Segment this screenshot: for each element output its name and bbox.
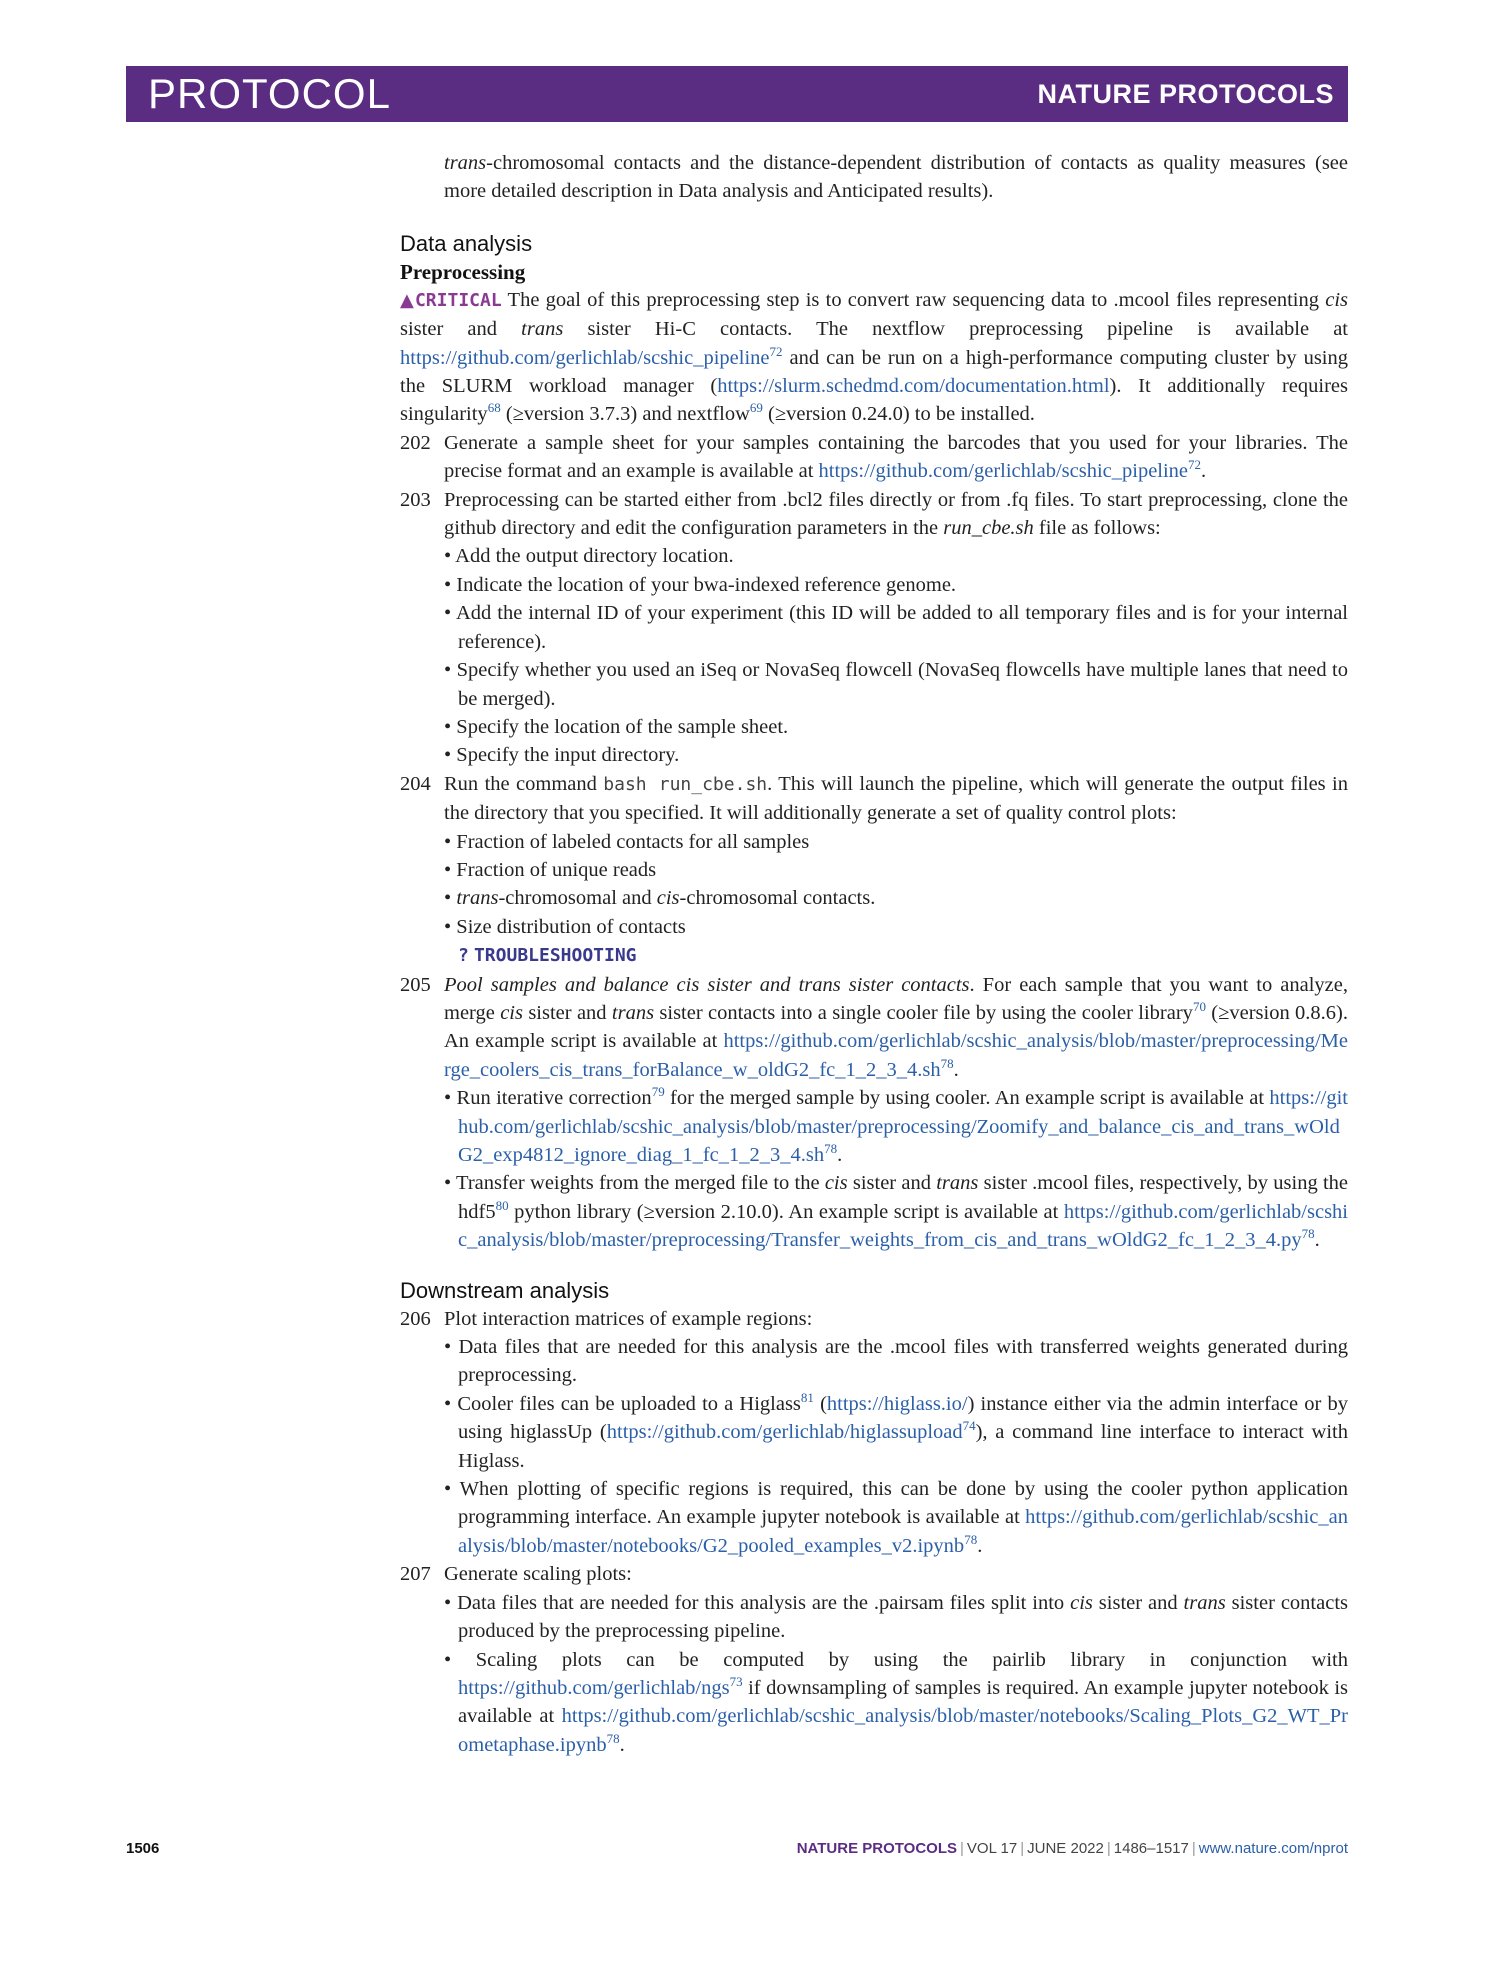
step-205	[400, 971, 1348, 1255]
link-transfer-weights[interactable]: https://github.com/gerlichlab/scshic_analysis/blob/master/preprocessing/Transfer_weights_from_cis_and_trans_wOldG2_fc_1_2_3_4.py	[458, 1200, 1348, 1252]
list-item: • Specify whether you used an iSeq or NovaSeq flowcell (NovaSeq flowcells have multiple lanes that need to be merged).	[444, 659, 1348, 710]
text: ) instance either via the admin interface or by using higlassUp (	[458, 1392, 1348, 1444]
text: (≥version 0.8.6). An example script is available at	[444, 1001, 1349, 1053]
step-number: 202	[400, 431, 431, 454]
text: if downsampling of samples is required. An example jupyter notebook is available at	[458, 1676, 1348, 1728]
text: .	[837, 1144, 843, 1166]
list-item	[444, 884, 1348, 912]
link-slurm[interactable]: https://slurm.schedmd.com/documentation.html	[717, 375, 1110, 398]
step-number: 207	[400, 1563, 431, 1586]
footer-url[interactable]: www.nature.com/nprot	[1198, 1840, 1348, 1857]
text: . For each sample that you want to analyze, merge	[444, 973, 1348, 1024]
text: • Run iterative correction	[444, 1087, 652, 1110]
ref-72[interactable]: 72	[769, 343, 783, 359]
troubleshooting-text: TROUBLESHOOTING	[473, 945, 637, 967]
text: .	[1201, 460, 1207, 483]
list-item	[444, 1646, 1348, 1760]
critical-paragraph	[400, 286, 1348, 429]
intro-text: -chromosomal contacts and the distance-dependent distribution of contacts as quality measures (see more detailed description in Data analysis and Anticipated results).	[444, 152, 1348, 203]
text: sister .mcool files, respectively, by using the hdf5	[458, 1172, 1348, 1223]
text: Generate a sample sheet for your samples containing the barcodes that you used for your libraries. The precise format and an example is available at	[444, 431, 1348, 483]
text: trans	[611, 1001, 655, 1024]
heading-preprocessing: Preprocessing	[400, 259, 526, 284]
step-206	[400, 1305, 1348, 1561]
text: sister Hi-C contacts. The nextflow preprocessing pipeline is available at	[563, 318, 1348, 341]
text: (≥version 0.24.0) to be installed.	[762, 403, 1035, 426]
footer-journal: NATURE PROTOCOLS	[796, 1840, 958, 1857]
ref-70[interactable]: 70	[1192, 998, 1206, 1014]
text: ). It additionally requires singularity	[400, 375, 1348, 426]
text: .	[619, 1733, 625, 1756]
text: trans	[521, 318, 564, 341]
text: and can be run on a high-performance computing cluster by using the SLURM workload manager (	[400, 346, 1348, 398]
text: • Transfer weights from the merged file to the	[444, 1172, 825, 1195]
text: (≥version 3.7.3) and nextflow	[500, 403, 750, 426]
link-scshic-pipeline[interactable]: https://github.com/gerlichlab/scshic_pipeline	[818, 460, 1189, 483]
divider: |	[1020, 1840, 1025, 1857]
step-203	[400, 486, 1348, 770]
critical-badge	[400, 290, 502, 311]
text: python library (≥version 2.10.0). An example script is available at	[508, 1200, 1064, 1223]
list-item: • Data files that are needed for this analysis are the .mcool files with transferred weights generated during preprocessing.	[444, 1336, 1348, 1387]
link-g2-pooled-examples[interactable]: https://github.com/gerlichlab/scshic_analysis/blob/master/notebooks/G2_pooled_examples_v2.ipynb	[458, 1506, 1348, 1557]
text: sister and	[1092, 1591, 1184, 1614]
text: sister and	[847, 1172, 937, 1195]
ref-78[interactable]: 78	[606, 1730, 620, 1746]
text: • Scaling plots can be computed by using the pairlib library in conjunction with	[444, 1648, 1348, 1671]
text: ), a command line interface to interact with Higlass.	[458, 1421, 1349, 1472]
list-item	[444, 1390, 1348, 1475]
list-item	[444, 1169, 1348, 1254]
heading-downstream-analysis: Downstream analysis	[400, 1277, 610, 1303]
step-body	[444, 1560, 1348, 1759]
step-text	[444, 486, 1348, 543]
text: cis	[824, 1172, 848, 1195]
link-higlassupload[interactable]: https://github.com/gerlichlab/higlassupload	[606, 1421, 963, 1444]
step-body	[444, 429, 1348, 486]
text: The goal of this preprocessing step is to convert raw sequencing data to .mcool files representing	[501, 288, 1326, 311]
ref-79[interactable]: 79	[651, 1084, 665, 1100]
ref-69[interactable]: 69	[749, 400, 763, 416]
text: cis	[500, 1001, 523, 1024]
text: sister and	[400, 318, 522, 341]
ref-74[interactable]: 74	[962, 1418, 976, 1434]
link-gerlichlab-ngs[interactable]: https://github.com/gerlichlab/ngs	[458, 1676, 730, 1699]
step-text: Generate scaling plots:	[444, 1563, 632, 1586]
step-207	[400, 1560, 1348, 1759]
list-item: • Specify the location of the sample sheet.	[444, 715, 789, 738]
text: trans	[936, 1172, 979, 1195]
ref-78[interactable]: 78	[964, 1531, 978, 1547]
heading-data-analysis: Data analysis	[400, 230, 533, 256]
header-bar	[126, 66, 1348, 122]
link-merge-coolers[interactable]: https://github.com/gerlichlab/scshic_analysis/blob/master/preprocessing/Merge_coolers_cis_trans_forBalance_w_oldG2_fc_1_2_3_4.sh	[444, 1030, 1348, 1081]
ref-78[interactable]: 78	[1301, 1226, 1315, 1242]
text: • Cooler files can be uploaded to a Higlass	[444, 1392, 801, 1415]
text: cis	[1070, 1591, 1093, 1614]
link-zoomify-balance[interactable]: https://github.com/gerlichlab/scshic_analysis/blob/master/preprocessing/Zoomify_and_balance_cis_and_trans_wOldG2_exp4812_ignore_diag_1_fc_1_2_3_4.sh	[458, 1087, 1348, 1166]
section-label: PROTOCOL	[148, 70, 391, 117]
intro-italic: trans	[444, 152, 487, 174]
ref-72[interactable]: 72	[1188, 457, 1202, 473]
page-number: 1506	[126, 1840, 160, 1857]
divider: |	[960, 1840, 964, 1857]
text: sister contacts into a single cooler file by using the cooler library	[654, 1001, 1193, 1024]
text: for the merged sample by using cooler. An example script is available at	[664, 1087, 1270, 1110]
step-text	[444, 971, 1348, 1085]
text: .	[1314, 1229, 1320, 1252]
list-item: • Add the internal ID of your experiment (this ID will be added to all temporary files and is for your internal reference).	[444, 602, 1348, 653]
text: sister and	[522, 1001, 612, 1024]
ref-73[interactable]: 73	[729, 1673, 743, 1689]
step-number: 204	[400, 772, 431, 795]
step-body	[444, 1305, 1348, 1561]
text: .	[953, 1058, 959, 1081]
list-item: • Specify the input directory.	[444, 744, 680, 767]
text: . This will launch the pipeline, which will generate the output files in the directory that you specified. It will additionally generate a set of quality control plots:	[444, 772, 1348, 825]
text: -chromosomal and	[498, 887, 657, 910]
text: cis	[1325, 288, 1348, 311]
article-body	[400, 149, 1348, 1759]
ref-68[interactable]: 68	[487, 400, 501, 416]
critical-label: CRITICAL	[414, 289, 502, 311]
step-title: Pool samples and balance cis sister and trans sister contacts	[444, 973, 970, 996]
ref-80[interactable]: 80	[495, 1197, 509, 1213]
troubleshooting-label[interactable]	[444, 941, 1348, 970]
step-number: 205	[400, 973, 431, 996]
text: file as follows:	[1033, 517, 1161, 540]
list-item	[444, 1475, 1348, 1560]
link-higlass[interactable]: https://higlass.io/	[826, 1392, 968, 1415]
text: (	[813, 1392, 827, 1415]
step-204	[400, 770, 1348, 971]
text: trans	[1183, 1591, 1226, 1614]
list-item: • Fraction of unique reads	[444, 858, 657, 881]
divider: |	[1191, 1840, 1196, 1857]
footer-date: JUNE 2022	[1027, 1840, 1104, 1857]
file-name: run_cbe.sh	[943, 517, 1034, 540]
ref-81[interactable]: 81	[800, 1389, 814, 1405]
footer-pages: 1486–1517	[1113, 1840, 1189, 1857]
text: •	[444, 887, 457, 910]
step-202	[400, 429, 1348, 486]
list-item	[444, 1084, 1348, 1169]
step-text	[444, 770, 1348, 828]
text: • When plotting of specific regions is required, this can be done by using the cooler python application programming interface. An example jupyter notebook is available at	[444, 1478, 1348, 1529]
step-number: 203	[400, 488, 431, 511]
text: -chromosomal contacts.	[679, 887, 876, 910]
list-item: • Indicate the location of your bwa-indexed reference genome.	[444, 573, 957, 596]
list-item: • Size distribution of contacts	[444, 915, 686, 938]
list-item: • Add the output directory location.	[444, 545, 734, 568]
text: Run the command	[444, 772, 604, 795]
list-item	[444, 1589, 1348, 1646]
step-body	[444, 770, 1348, 971]
link-scshic-pipeline[interactable]: https://github.com/gerlichlab/scshic_pipeline	[400, 346, 770, 369]
step-body	[444, 486, 1348, 770]
list-item: • Fraction of labeled contacts for all samples	[444, 830, 810, 853]
troubleshooting-icon: ?	[458, 945, 469, 967]
critical-triangle-icon: ▲	[400, 289, 415, 311]
step-text: Plot interaction matrices of example regions:	[444, 1307, 813, 1330]
text: • Data files that are needed for this analysis are the .pairsam files split into	[444, 1591, 1071, 1614]
divider: |	[1106, 1840, 1111, 1857]
text: trans	[456, 887, 499, 910]
journal-label: NATURE PROTOCOLS	[1037, 78, 1334, 109]
footer-volume: VOL 17	[966, 1840, 1018, 1857]
intro-paragraph	[400, 149, 1348, 206]
text: Preprocessing can be started either from .bcl2 files directly or from .fq files. To start preprocessing, clone the github directory and edit the configuration parameters in the	[444, 488, 1348, 540]
link-scaling-plots[interactable]: https://github.com/gerlichlab/scshic_analysis/blob/master/notebooks/Scaling_Plots_G2_WT_Prometaphase.ipynb	[458, 1705, 1348, 1756]
page-footer	[126, 1840, 1348, 1857]
text: .	[977, 1534, 983, 1557]
footer-citation	[797, 1840, 1348, 1857]
ref-78[interactable]: 78	[940, 1055, 954, 1071]
step-body	[444, 971, 1348, 1255]
step-number: 206	[400, 1307, 431, 1330]
ref-78[interactable]: 78	[824, 1141, 838, 1156]
command-code: bash run_cbe.sh	[603, 773, 768, 795]
text: sister contacts produced by the preprocessing pipeline.	[458, 1591, 1349, 1643]
text: cis	[656, 887, 680, 910]
